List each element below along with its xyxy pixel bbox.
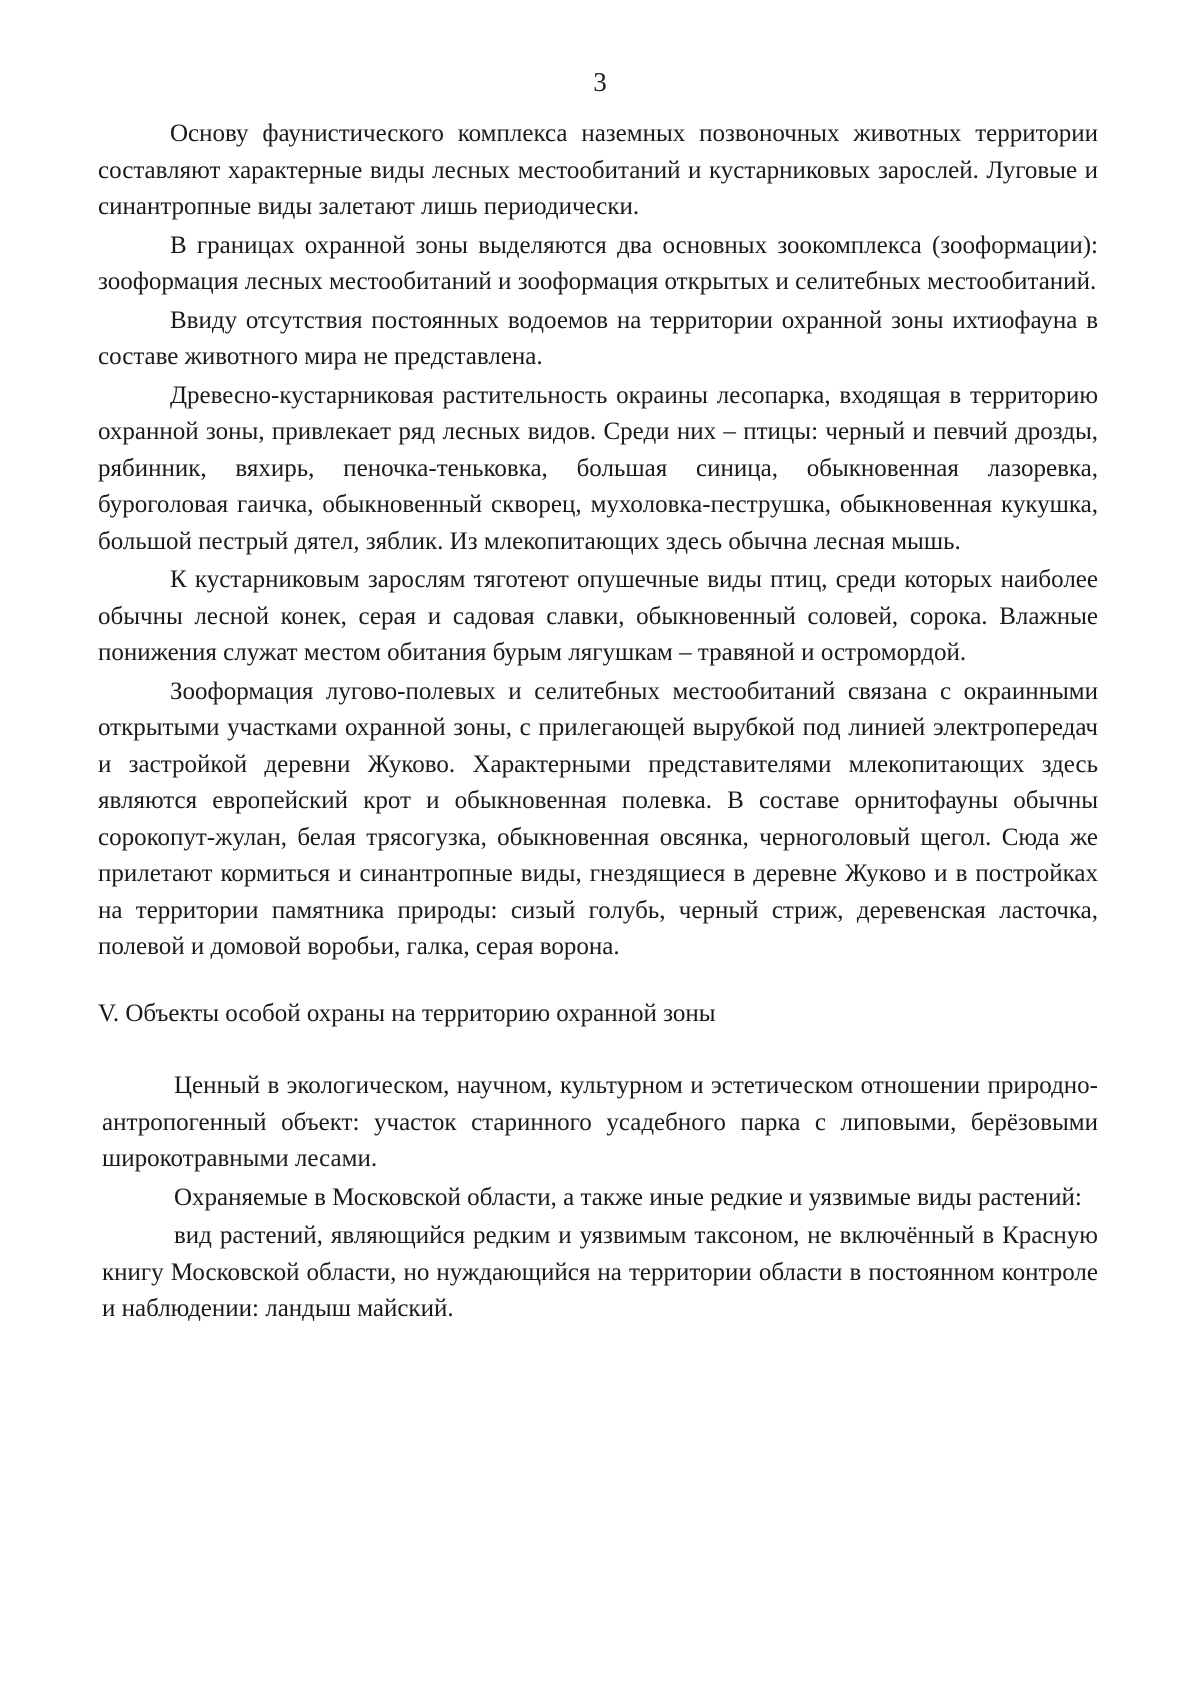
paragraph-fauna-basis: Основу фаунистического комплекса наземных позвоночных животных территории составляют характерные виды лесных местообитаний и кустарниковых зарослей. Луговые и синантропные виды залетают лишь периодически.: [98, 120, 1098, 220]
paragraph-shrub-species: К кустарниковым зарослям тяготеют опушечные виды птиц, среди которых наиболее обычны лесной конек, серая и садовая славки, обыкновенный соловей, сорока. Влажные понижения служат местом обитания бурым лягушкам – травяной и остромордой.: [98, 566, 1098, 666]
paragraph-lily-of-valley: вид растений, являющийся редким и уязвимым таксоном, не включённый в Красную книгу Московской области, но нуждающийся на территории области в постоянном контроле и наблюдении: ландыш майский.: [102, 1222, 1098, 1322]
paragraph-valuable-object: Ценный в экологическом, научном, культурном и эстетическом отношении природно-антропогенный объект: участок старинного усадебного парка с липовыми, берёзовыми широкотравными лесами.: [102, 1072, 1098, 1172]
paragraph-forest-species: Древесно-кустарниковая растительность окраины лесопарка, входящая в территорию охранной зоны, привлекает ряд лесных видов. Среди них – птицы: черный и певчий дрозды, рябинник, вяхирь, пеночка-теньковка, большая синица, обыкновенная лазоревка, буроголовая гаичка, обыкновенный скворец, мухоловка-пеструшка, обыкновенная кукушка, большой пестрый дятел, зяблик. Из млекопитающих здесь обычна лесная мышь.: [98, 381, 1098, 555]
paragraph-zoocomplexes: В границах охранной зоны выделяются два основных зоокомплекса (зооформации): зооформация лесных местообитаний и зооформация открытых и селитебных местообитаний.: [98, 231, 1098, 295]
page-number: 3: [593, 67, 607, 97]
section-five-content: [98, 1068, 1098, 1328]
paragraph-meadow-species: Зооформация лугово-полевых и селитебных местообитаний связана с окраинными открытыми участками охранной зоны, с прилегающей вырубкой под линией электропередач и застройкой деревни Жуково. Характерными представителями млекопитающих здесь являются европейский крот и обыкновенная полевка. В составе орнитофауны обычны сорокопут-жулан, белая трясогузка, обыкновенная овсянка, черноголовый щегол. Сюда же прилетают кормиться и синантропные виды, гнездящиеся в деревне Жуково и в постройках на территории памятника природы: сизый голубь, черный стриж, деревенская ласточка, полевой и домовой воробьи, галка, серая ворона.: [98, 677, 1098, 960]
paragraph-ichthyofauna: Ввиду отсутствия постоянных водоемов на территории охранной зоны ихтиофауна в составе животного мира не представлена.: [98, 306, 1098, 370]
document-body: [98, 116, 1098, 1330]
paragraph-protected-plants: Охраняемые в Московской области, а также иные редкие и уязвимые виды растений:: [174, 1183, 1082, 1211]
section-heading: V. Объекты особой охраны на территорию охранной зоны: [98, 999, 716, 1027]
